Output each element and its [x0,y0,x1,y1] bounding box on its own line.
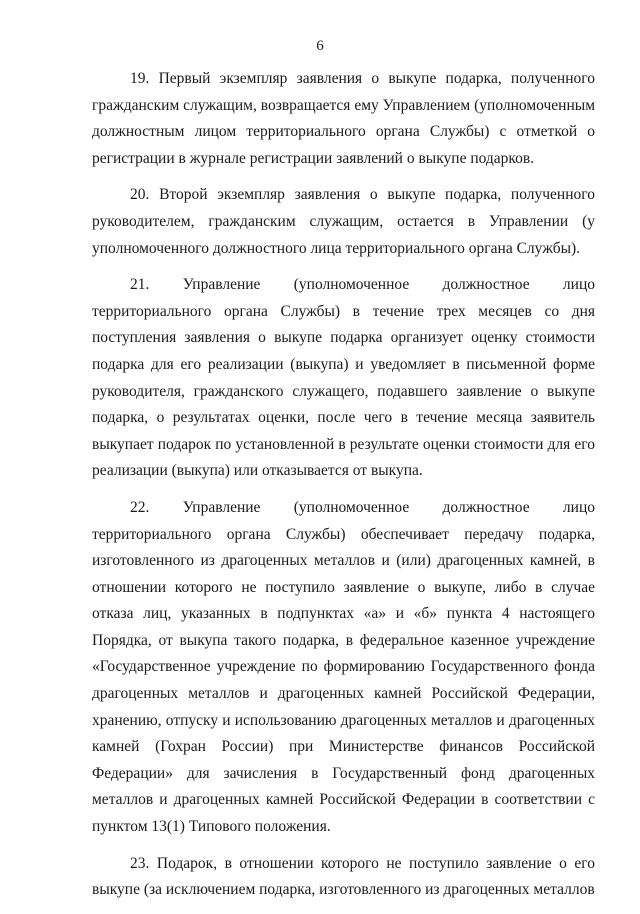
paragraph-19: 19. Первый экземпляр заявления о выкупе подарка, полученного гражданским служащим, возвращается ему Управлением (уполномоченным должностным лицом территориального органа Службы) с отметкой о регистрации в журнале регистрации заявлений о выкупе подарков. [92,70,595,167]
paragraph-23: 23. Подарок, в отношении которого не поступило заявление о его выкупе (за исключением подарка, изготовленного из драгоценных металлов [92,854,595,899]
paragraph-21: 21. Управление (уполномоченное должностное лицо территориального органа Службы) в течение трех месяцев со дня поступления заявления о выкупе подарка организует оценку стоимости подарка для его реализации (выкупа) и уведомляет в письменной форме руководителя, гражданского служащего, подавшего заявление о выкупе подарка, о результатах оценки, после чего в течение месяца заявитель выкупает подарок по установленной в результате оценки стоимости для его реализации (выкупа) или отказывается от выкупа. [92,276,595,480]
paragraph-22: 22. Управление (уполномоченное должностное лицо территориального органа Службы) обеспечивает передачу подарка, изготовленного из драгоценных металлов и (или) драгоценных камней, в отношении которого не поступило заявление о выкупе, либо в случае отказа лиц, указанных в подпунктах «а» и «б» пункта 4 настоящего Порядка, от выкупа такого подарка, в федеральное казенное учреждение «Государственное учреждение по формированию Государственного фонда драгоценных металлов и драгоценных камней Российской Федерации, хранению, отпуску и использованию драгоценных металлов и драгоценных камней (Гохран России) при Министерстве финансов Российской Федерации» для зачисления в Государственный фонд драгоценных металлов и драгоценных камней Российской Федерации в соответствии с пунктом 13(1) Типового положения. [92,498,595,836]
page-number: 6 [316,38,324,54]
document-body [92,66,595,914]
paragraph-20: 20. Второй экземпляр заявления о выкупе подарка, полученного руководителем, гражданским служащим, остается в Управлении (у уполномоченного должностного лица территориального органа Службы). [92,186,595,257]
